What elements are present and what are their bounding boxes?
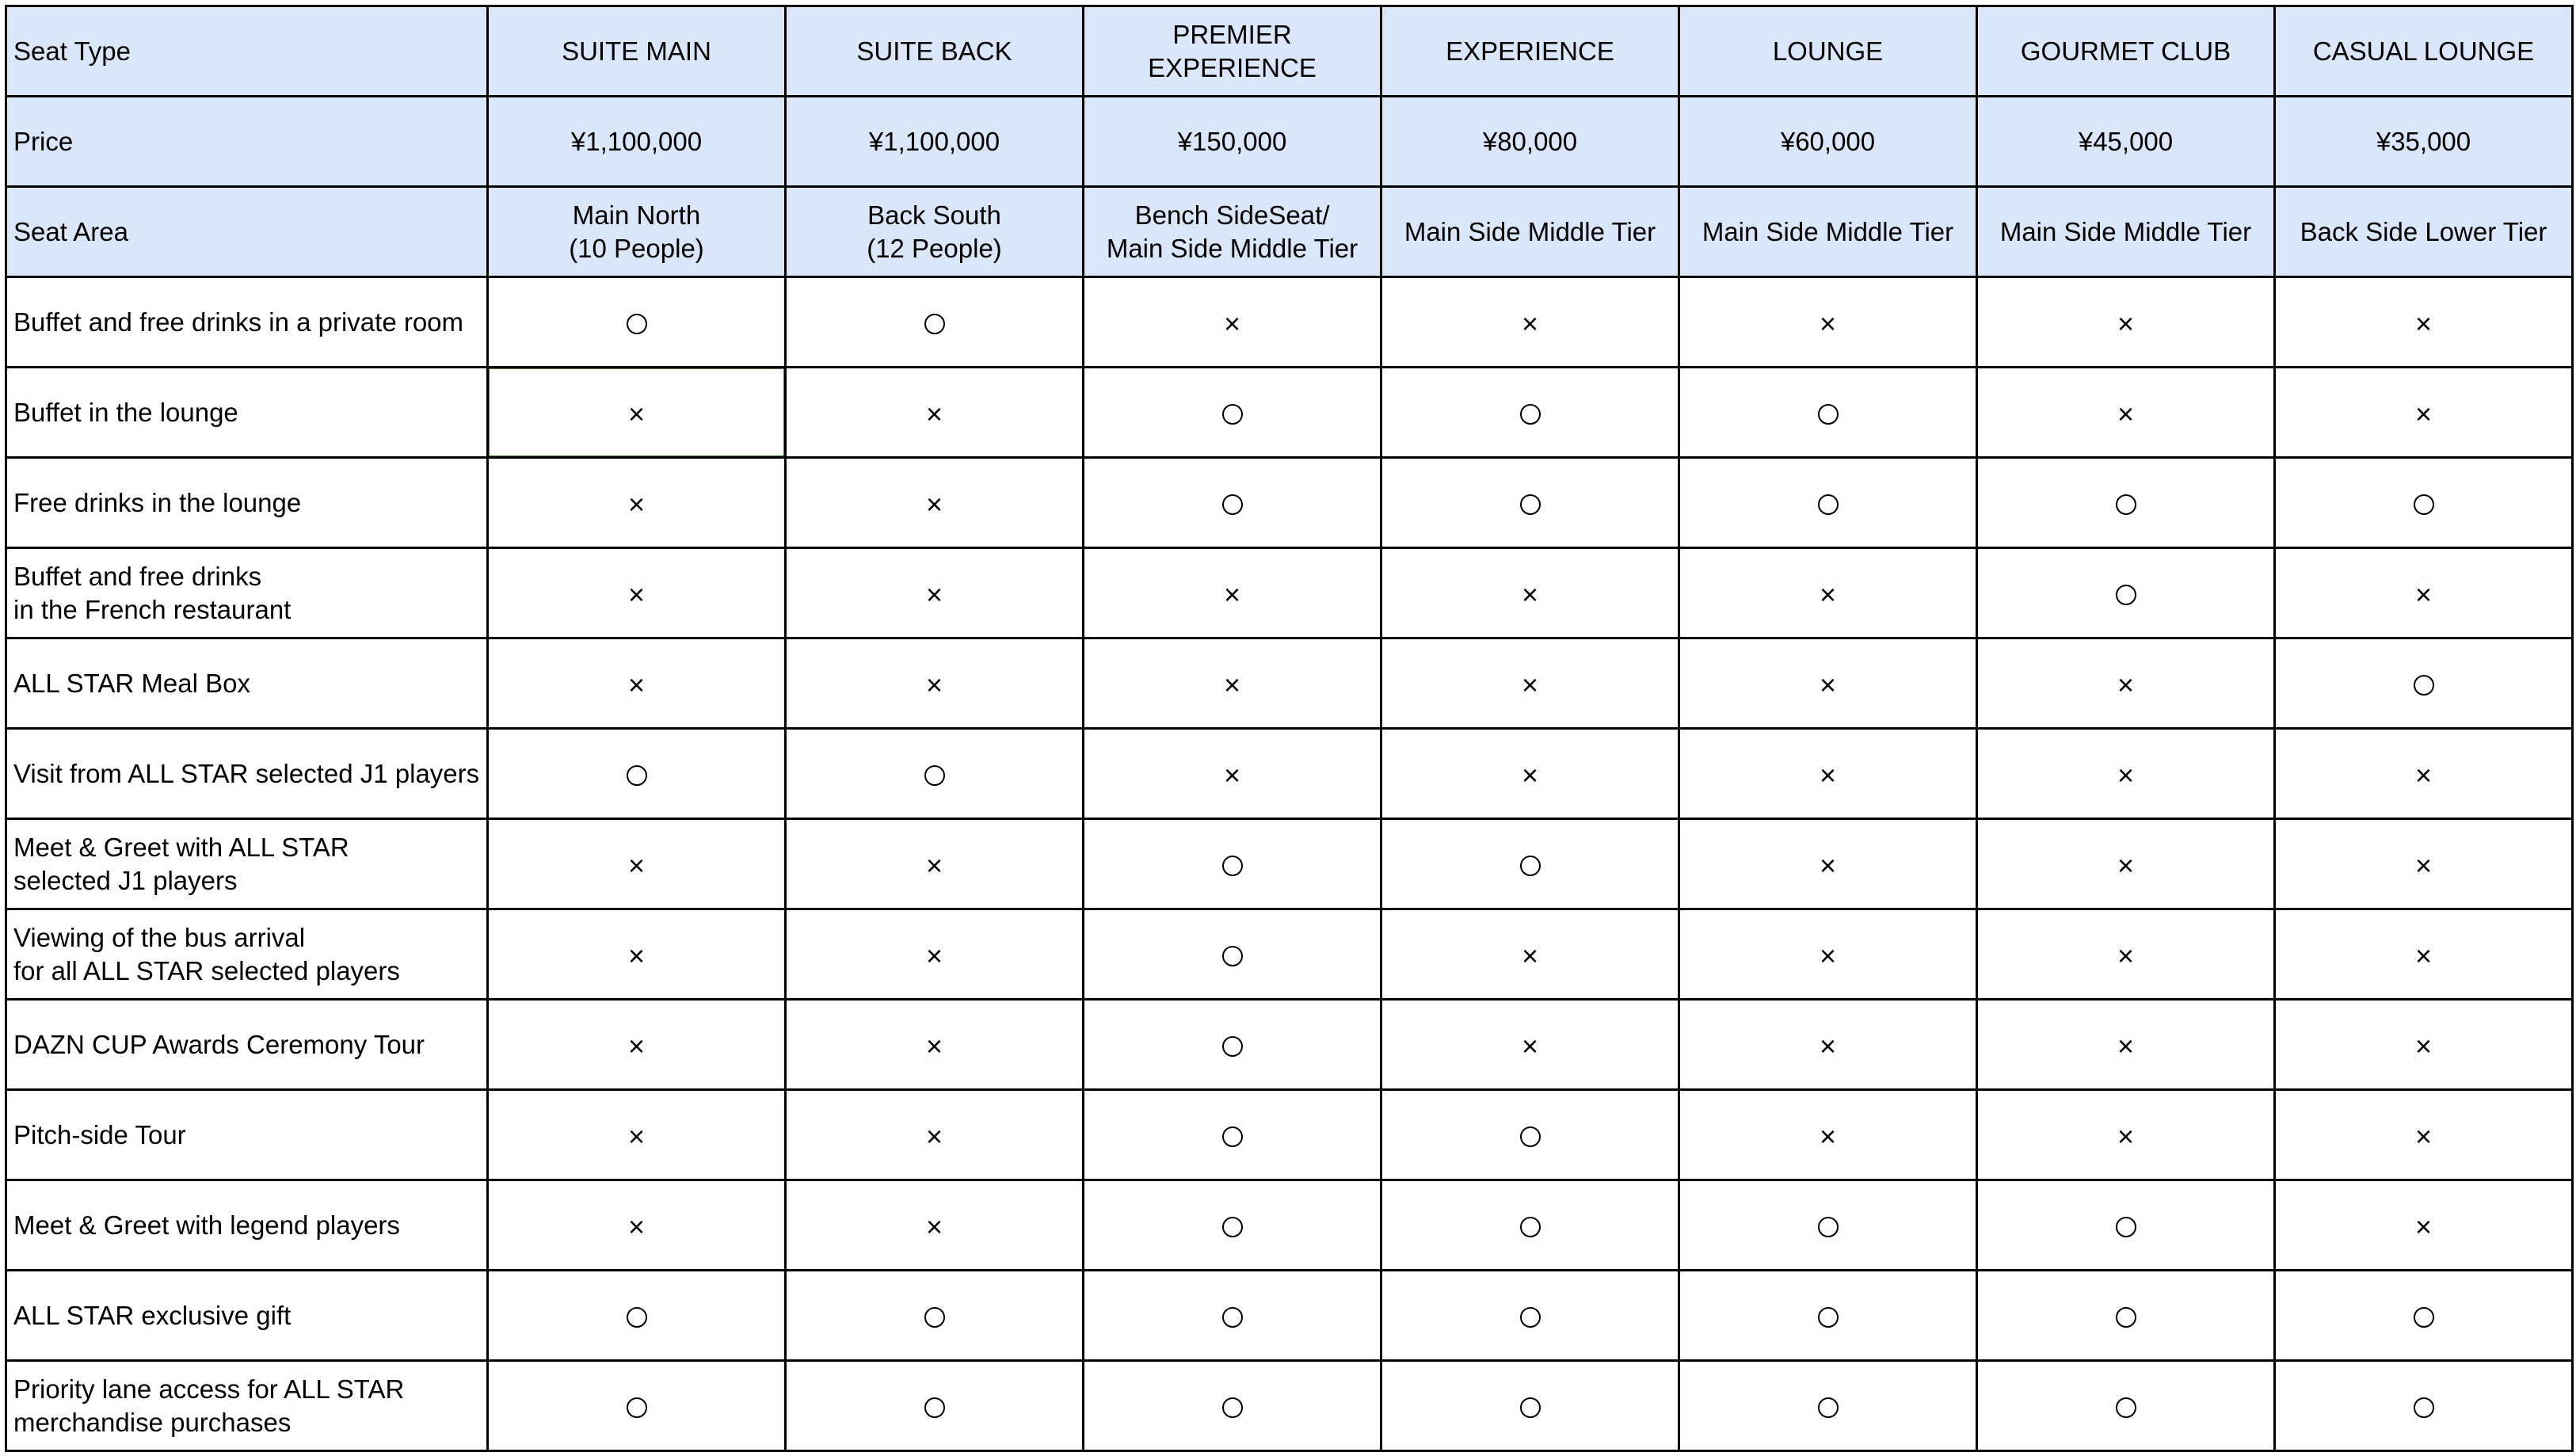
availability-cell[interactable] bbox=[1977, 368, 2275, 458]
availability-cell[interactable] bbox=[1381, 368, 1679, 458]
included-circle-icon bbox=[924, 1307, 945, 1328]
availability-cell[interactable] bbox=[2275, 277, 2573, 368]
not-included-cross-icon: × bbox=[627, 1029, 646, 1062]
availability-cell[interactable] bbox=[2275, 458, 2573, 548]
cell-text: ¥35,000 bbox=[2376, 126, 2471, 156]
cell-text: CASUAL LOUNGE bbox=[2312, 36, 2535, 66]
included-circle-icon bbox=[1520, 856, 1541, 876]
not-included-cross-icon: × bbox=[2414, 758, 2433, 791]
not-included-cross-icon: × bbox=[925, 668, 943, 701]
availability-cell[interactable] bbox=[1381, 458, 1679, 548]
feature-label[interactable] bbox=[6, 277, 488, 368]
availability-cell[interactable] bbox=[1084, 1271, 1381, 1361]
not-included-cross-icon: × bbox=[2414, 577, 2433, 611]
feature-row bbox=[6, 1271, 2573, 1361]
availability-cell[interactable] bbox=[1084, 548, 1381, 638]
availability-cell[interactable] bbox=[786, 277, 1084, 368]
not-included-cross-icon: × bbox=[2414, 1119, 2433, 1153]
availability-cell[interactable] bbox=[2275, 729, 2573, 819]
not-included-cross-icon: × bbox=[2414, 848, 2433, 882]
feature-label-text: DAZN CUP Awards Ceremony Tour bbox=[13, 1029, 425, 1059]
feature-row bbox=[6, 1090, 2573, 1180]
included-circle-icon bbox=[627, 314, 647, 334]
not-included-cross-icon: × bbox=[627, 668, 646, 701]
not-included-cross-icon: × bbox=[925, 1029, 943, 1062]
availability-cell[interactable] bbox=[2275, 1000, 2573, 1090]
cell-text: Main Side Middle Tier bbox=[1701, 216, 1954, 246]
cell-text: ¥1,100,000 bbox=[868, 126, 1000, 156]
price-cell[interactable] bbox=[1084, 97, 1381, 187]
feature-label[interactable] bbox=[6, 548, 488, 638]
included-circle-icon bbox=[2116, 1217, 2136, 1237]
row-header-text: Seat Area bbox=[13, 216, 128, 246]
availability-cell[interactable] bbox=[1381, 1271, 1679, 1361]
availability-cell[interactable] bbox=[786, 638, 1084, 729]
availability-cell[interactable] bbox=[1084, 819, 1381, 909]
not-included-cross-icon: × bbox=[1819, 1029, 1837, 1062]
availability-cell[interactable] bbox=[488, 819, 786, 909]
availability-cell[interactable] bbox=[786, 1180, 1084, 1271]
feature-row bbox=[6, 819, 2573, 909]
included-circle-icon bbox=[1520, 1307, 1541, 1328]
feature-row bbox=[6, 548, 2573, 638]
not-included-cross-icon: × bbox=[1223, 758, 1241, 791]
included-circle-icon bbox=[1222, 494, 1243, 515]
not-included-cross-icon: × bbox=[1819, 939, 1837, 972]
not-included-cross-icon: × bbox=[1521, 939, 1539, 972]
not-included-cross-icon: × bbox=[1521, 668, 1539, 701]
cell-text: EXPERIENCE bbox=[1446, 36, 1614, 66]
seat-type-cell[interactable] bbox=[488, 6, 786, 97]
seat-comparison-table bbox=[5, 5, 2574, 1452]
feature-label-text: Viewing of the bus arrival for all ALL STAR selected players bbox=[13, 922, 400, 985]
availability-cell[interactable] bbox=[2275, 1271, 2573, 1361]
availability-cell[interactable] bbox=[786, 458, 1084, 548]
availability-cell[interactable] bbox=[786, 368, 1084, 458]
selected-availability-cell[interactable] bbox=[488, 368, 786, 458]
availability-cell[interactable] bbox=[1679, 1000, 1977, 1090]
seat-type-row bbox=[6, 6, 2573, 97]
availability-cell[interactable] bbox=[488, 729, 786, 819]
not-included-cross-icon: × bbox=[1819, 668, 1837, 701]
feature-label[interactable] bbox=[6, 819, 488, 909]
availability-cell[interactable] bbox=[1679, 548, 1977, 638]
included-circle-icon bbox=[1520, 1217, 1541, 1237]
seat-type-cell[interactable] bbox=[786, 6, 1084, 97]
seat-type-cell[interactable] bbox=[1084, 6, 1381, 97]
availability-cell[interactable] bbox=[1084, 729, 1381, 819]
not-included-cross-icon: × bbox=[2414, 1029, 2433, 1062]
not-included-cross-icon: × bbox=[2414, 1210, 2433, 1243]
availability-cell[interactable] bbox=[1679, 458, 1977, 548]
seat-type-label[interactable] bbox=[6, 6, 488, 97]
included-circle-icon bbox=[627, 1307, 647, 1328]
price-cell[interactable] bbox=[1679, 97, 1977, 187]
cell-text: SUITE BACK bbox=[856, 36, 1012, 66]
feature-label[interactable] bbox=[6, 1361, 488, 1451]
availability-cell[interactable] bbox=[786, 909, 1084, 1000]
not-included-cross-icon: × bbox=[2117, 1119, 2135, 1153]
included-circle-icon bbox=[924, 314, 945, 334]
included-circle-icon bbox=[2116, 1397, 2136, 1418]
not-included-cross-icon: × bbox=[2414, 307, 2433, 340]
feature-row bbox=[6, 1361, 2573, 1451]
included-circle-icon bbox=[1818, 1307, 1839, 1328]
included-circle-icon bbox=[1222, 1126, 1243, 1147]
price-label[interactable] bbox=[6, 97, 488, 187]
availability-cell[interactable] bbox=[2275, 819, 2573, 909]
not-included-cross-icon: × bbox=[1521, 307, 1539, 340]
availability-cell[interactable] bbox=[2275, 638, 2573, 729]
included-circle-icon bbox=[2414, 494, 2434, 515]
seat-type-cell[interactable] bbox=[1679, 6, 1977, 97]
not-included-cross-icon: × bbox=[1819, 307, 1837, 340]
feature-row bbox=[6, 638, 2573, 729]
not-included-cross-icon: × bbox=[2117, 939, 2135, 972]
included-circle-icon bbox=[1222, 1217, 1243, 1237]
feature-label[interactable] bbox=[6, 638, 488, 729]
availability-cell[interactable] bbox=[488, 1180, 786, 1271]
feature-label-text: Visit from ALL STAR selected J1 players bbox=[13, 758, 480, 788]
cell-text: ¥1,100,000 bbox=[570, 126, 703, 156]
feature-row bbox=[6, 277, 2573, 368]
availability-cell[interactable] bbox=[1977, 1271, 2275, 1361]
not-included-cross-icon: × bbox=[925, 1210, 943, 1243]
availability-cell[interactable] bbox=[488, 1361, 786, 1451]
not-included-cross-icon: × bbox=[627, 397, 646, 430]
included-circle-icon bbox=[2116, 585, 2136, 605]
included-circle-icon bbox=[1818, 404, 1839, 425]
cell-text: Main Side Middle Tier bbox=[1999, 216, 2252, 246]
not-included-cross-icon: × bbox=[2117, 307, 2135, 340]
availability-cell[interactable] bbox=[1977, 277, 2275, 368]
not-included-cross-icon: × bbox=[2117, 1029, 2135, 1062]
availability-cell[interactable] bbox=[1084, 1361, 1381, 1451]
included-circle-icon bbox=[1520, 1126, 1541, 1147]
cell-text: PREMIER EXPERIENCE bbox=[1148, 19, 1317, 82]
included-circle-icon bbox=[2414, 675, 2434, 696]
feature-label[interactable] bbox=[6, 1271, 488, 1361]
feature-label-text: Priority lane access for ALL STAR merchandise purchases bbox=[13, 1374, 405, 1437]
availability-cell[interactable] bbox=[786, 1000, 1084, 1090]
included-circle-icon bbox=[1222, 856, 1243, 876]
included-circle-icon bbox=[1520, 1397, 1541, 1418]
availability-cell[interactable] bbox=[488, 277, 786, 368]
seat-area-row bbox=[6, 187, 2573, 277]
feature-label[interactable] bbox=[6, 458, 488, 548]
availability-cell[interactable] bbox=[2275, 1090, 2573, 1180]
feature-label-text: Buffet in the lounge bbox=[13, 397, 238, 427]
availability-cell[interactable] bbox=[1977, 458, 2275, 548]
cell-text: LOUNGE bbox=[1772, 36, 1884, 66]
included-circle-icon bbox=[1520, 404, 1541, 425]
price-cell[interactable] bbox=[1381, 97, 1679, 187]
included-circle-icon bbox=[1222, 946, 1243, 966]
seat-area-cell[interactable] bbox=[1084, 187, 1381, 277]
row-header-text: Seat Type bbox=[13, 36, 131, 66]
availability-cell[interactable] bbox=[1084, 1180, 1381, 1271]
included-circle-icon bbox=[2116, 494, 2136, 515]
price-row bbox=[6, 97, 2573, 187]
availability-cell[interactable] bbox=[1381, 819, 1679, 909]
not-included-cross-icon: × bbox=[925, 1119, 943, 1153]
cell-text: Back Side Lower Tier bbox=[2300, 216, 2547, 246]
cell-text: Bench SideSeat/ Main Side Middle Tier bbox=[1106, 200, 1358, 263]
not-included-cross-icon: × bbox=[2414, 939, 2433, 972]
availability-cell[interactable] bbox=[1977, 1000, 2275, 1090]
included-circle-icon bbox=[1818, 494, 1839, 515]
feature-label[interactable] bbox=[6, 1180, 488, 1271]
availability-cell[interactable] bbox=[488, 1271, 786, 1361]
availability-cell[interactable] bbox=[1084, 458, 1381, 548]
not-included-cross-icon: × bbox=[2117, 397, 2135, 430]
feature-row bbox=[6, 1180, 2573, 1271]
cell-text: GOURMET CLUB bbox=[2020, 36, 2231, 66]
not-included-cross-icon: × bbox=[2117, 668, 2135, 701]
feature-label-text: Buffet and free drinks in a private room bbox=[13, 307, 464, 337]
not-included-cross-icon: × bbox=[1521, 1029, 1539, 1062]
included-circle-icon bbox=[924, 765, 945, 786]
price-cell[interactable] bbox=[2275, 97, 2573, 187]
feature-row bbox=[6, 368, 2573, 458]
availability-cell[interactable] bbox=[1679, 729, 1977, 819]
cell-text: SUITE MAIN bbox=[562, 36, 711, 66]
availability-cell[interactable] bbox=[786, 819, 1084, 909]
availability-cell[interactable] bbox=[786, 1271, 1084, 1361]
not-included-cross-icon: × bbox=[925, 397, 943, 430]
availability-cell[interactable] bbox=[1679, 909, 1977, 1000]
feature-row bbox=[6, 1000, 2573, 1090]
not-included-cross-icon: × bbox=[627, 1210, 646, 1243]
cell-text: Back South (12 People) bbox=[867, 200, 1002, 263]
availability-cell[interactable] bbox=[1084, 909, 1381, 1000]
availability-cell[interactable] bbox=[1084, 1090, 1381, 1180]
price-cell[interactable] bbox=[1977, 97, 2275, 187]
availability-cell[interactable] bbox=[1977, 638, 2275, 729]
availability-cell[interactable] bbox=[1679, 638, 1977, 729]
availability-cell[interactable] bbox=[1381, 638, 1679, 729]
feature-label[interactable] bbox=[6, 909, 488, 1000]
feature-row bbox=[6, 458, 2573, 548]
row-header-text: Price bbox=[13, 126, 74, 156]
seat-area-cell[interactable] bbox=[2275, 187, 2573, 277]
availability-cell[interactable] bbox=[1679, 1180, 1977, 1271]
feature-label[interactable] bbox=[6, 368, 488, 458]
availability-cell[interactable] bbox=[1977, 1180, 2275, 1271]
not-included-cross-icon: × bbox=[1819, 758, 1837, 791]
availability-cell[interactable] bbox=[1679, 1361, 1977, 1451]
availability-cell[interactable] bbox=[1977, 1361, 2275, 1451]
not-included-cross-icon: × bbox=[1223, 307, 1241, 340]
availability-cell[interactable] bbox=[2275, 1180, 2573, 1271]
availability-cell[interactable] bbox=[2275, 368, 2573, 458]
availability-cell[interactable] bbox=[1084, 638, 1381, 729]
not-included-cross-icon: × bbox=[2117, 848, 2135, 882]
availability-cell[interactable] bbox=[488, 638, 786, 729]
availability-cell[interactable] bbox=[1381, 909, 1679, 1000]
included-circle-icon bbox=[1222, 404, 1243, 425]
seat-area-cell[interactable] bbox=[1381, 187, 1679, 277]
cell-text: ¥45,000 bbox=[2078, 126, 2174, 156]
not-included-cross-icon: × bbox=[627, 939, 646, 972]
seat-area-label[interactable] bbox=[6, 187, 488, 277]
included-circle-icon bbox=[1520, 494, 1541, 515]
availability-cell[interactable] bbox=[1084, 368, 1381, 458]
availability-cell[interactable] bbox=[1381, 1361, 1679, 1451]
included-circle-icon bbox=[1222, 1307, 1243, 1328]
feature-label-text: ALL STAR exclusive gift bbox=[13, 1300, 292, 1330]
availability-cell[interactable] bbox=[1977, 1090, 2275, 1180]
availability-cell[interactable] bbox=[786, 729, 1084, 819]
feature-label[interactable] bbox=[6, 1090, 488, 1180]
seat-type-cell[interactable] bbox=[1977, 6, 2275, 97]
cell-text: ¥60,000 bbox=[1780, 126, 1876, 156]
included-circle-icon bbox=[627, 1397, 647, 1418]
price-cell[interactable] bbox=[488, 97, 786, 187]
not-included-cross-icon: × bbox=[627, 848, 646, 882]
availability-cell[interactable] bbox=[786, 1361, 1084, 1451]
included-circle-icon bbox=[1222, 1036, 1243, 1057]
availability-cell[interactable] bbox=[1977, 548, 2275, 638]
not-included-cross-icon: × bbox=[1223, 577, 1241, 611]
not-included-cross-icon: × bbox=[925, 487, 943, 520]
not-included-cross-icon: × bbox=[1819, 1119, 1837, 1153]
availability-cell[interactable] bbox=[488, 1000, 786, 1090]
availability-cell[interactable] bbox=[1679, 1271, 1977, 1361]
availability-cell[interactable] bbox=[786, 1090, 1084, 1180]
availability-cell[interactable] bbox=[1977, 729, 2275, 819]
included-circle-icon bbox=[2116, 1307, 2136, 1328]
not-included-cross-icon: × bbox=[627, 1119, 646, 1153]
feature-label-text: Free drinks in the lounge bbox=[13, 487, 302, 517]
availability-cell[interactable] bbox=[1679, 368, 1977, 458]
seat-area-cell[interactable] bbox=[1977, 187, 2275, 277]
feature-label-text: ALL STAR Meal Box bbox=[13, 668, 250, 698]
feature-row bbox=[6, 909, 2573, 1000]
feature-label[interactable] bbox=[6, 1000, 488, 1090]
cell-text: ¥150,000 bbox=[1177, 126, 1287, 156]
not-included-cross-icon: × bbox=[925, 848, 943, 882]
price-cell[interactable] bbox=[786, 97, 1084, 187]
feature-label-text: Buffet and free drinks in the French restaurant bbox=[13, 561, 292, 624]
included-circle-icon bbox=[2414, 1397, 2434, 1418]
availability-cell[interactable] bbox=[1381, 548, 1679, 638]
cell-text: Main North (10 People) bbox=[569, 200, 704, 263]
feature-label[interactable] bbox=[6, 729, 488, 819]
not-included-cross-icon: × bbox=[1521, 758, 1539, 791]
seat-type-cell[interactable] bbox=[1381, 6, 1679, 97]
feature-label-text: Pitch-side Tour bbox=[13, 1119, 186, 1149]
not-included-cross-icon: × bbox=[627, 487, 646, 520]
included-circle-icon bbox=[1818, 1217, 1839, 1237]
included-circle-icon bbox=[1222, 1397, 1243, 1418]
availability-cell[interactable] bbox=[1381, 1000, 1679, 1090]
availability-cell[interactable] bbox=[1381, 1090, 1679, 1180]
seat-area-cell[interactable] bbox=[488, 187, 786, 277]
availability-cell[interactable] bbox=[1679, 277, 1977, 368]
availability-cell[interactable] bbox=[488, 548, 786, 638]
availability-cell[interactable] bbox=[488, 909, 786, 1000]
not-included-cross-icon: × bbox=[1521, 577, 1539, 611]
availability-cell[interactable] bbox=[2275, 1361, 2573, 1451]
availability-cell[interactable] bbox=[1977, 819, 2275, 909]
availability-cell[interactable] bbox=[1381, 1180, 1679, 1271]
availability-cell[interactable] bbox=[488, 458, 786, 548]
availability-cell[interactable] bbox=[1084, 277, 1381, 368]
availability-cell[interactable] bbox=[1977, 909, 2275, 1000]
included-circle-icon bbox=[924, 1397, 945, 1418]
seat-area-cell[interactable] bbox=[786, 187, 1084, 277]
not-included-cross-icon: × bbox=[627, 577, 646, 611]
not-included-cross-icon: × bbox=[2414, 397, 2433, 430]
not-included-cross-icon: × bbox=[1223, 668, 1241, 701]
availability-cell[interactable] bbox=[2275, 548, 2573, 638]
not-included-cross-icon: × bbox=[1819, 577, 1837, 611]
seat-area-cell[interactable] bbox=[1679, 187, 1977, 277]
included-circle-icon bbox=[1818, 1397, 1839, 1418]
availability-cell[interactable] bbox=[1084, 1000, 1381, 1090]
feature-label-text: Meet & Greet with legend players bbox=[13, 1210, 400, 1240]
not-included-cross-icon: × bbox=[925, 577, 943, 611]
availability-cell[interactable] bbox=[1381, 277, 1679, 368]
cell-text: ¥80,000 bbox=[1482, 126, 1578, 156]
availability-cell[interactable] bbox=[1679, 1090, 1977, 1180]
not-included-cross-icon: × bbox=[1819, 848, 1837, 882]
seat-type-cell[interactable] bbox=[2275, 6, 2573, 97]
not-included-cross-icon: × bbox=[925, 939, 943, 972]
feature-label-text: Meet & Greet with ALL STAR selected J1 players bbox=[13, 832, 349, 895]
cell-text: Main Side Middle Tier bbox=[1404, 216, 1656, 246]
not-included-cross-icon: × bbox=[2117, 758, 2135, 791]
availability-cell[interactable] bbox=[786, 548, 1084, 638]
included-circle-icon bbox=[627, 765, 647, 786]
availability-cell[interactable] bbox=[1381, 729, 1679, 819]
availability-cell[interactable] bbox=[1679, 819, 1977, 909]
feature-row bbox=[6, 729, 2573, 819]
availability-cell[interactable] bbox=[2275, 909, 2573, 1000]
included-circle-icon bbox=[2414, 1307, 2434, 1328]
availability-cell[interactable] bbox=[488, 1090, 786, 1180]
